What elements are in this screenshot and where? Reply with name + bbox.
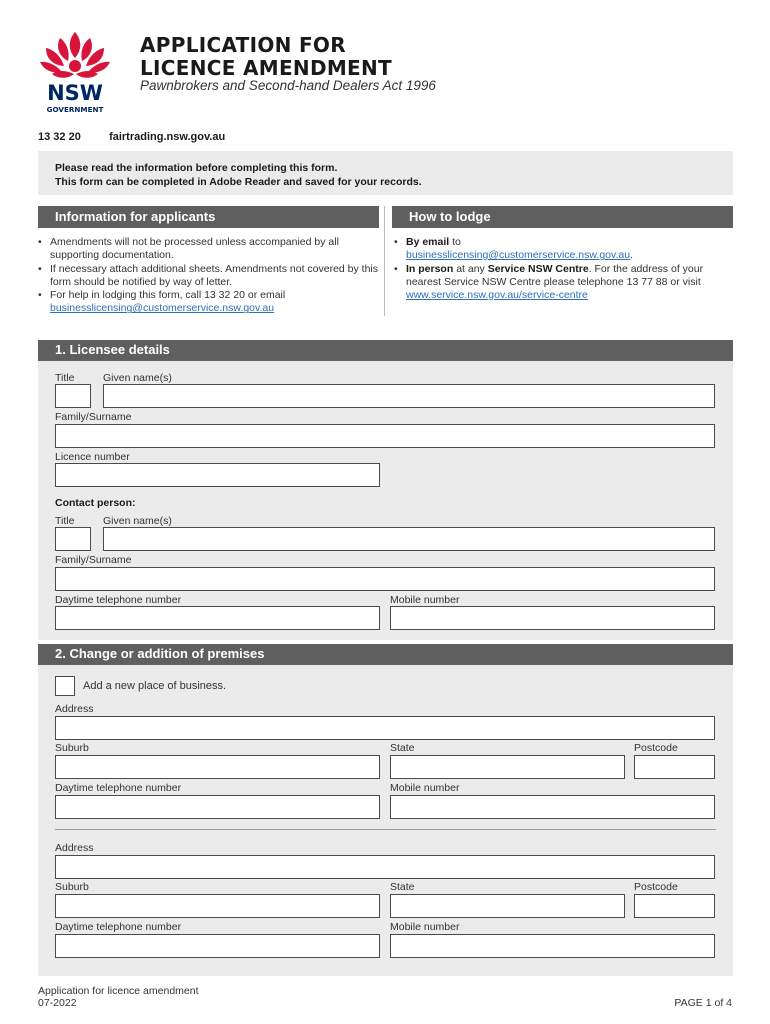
premises1-postcode-input[interactable] xyxy=(634,755,715,779)
licensee-title-input[interactable] xyxy=(55,384,91,408)
phone-number: 13 32 20 xyxy=(38,131,81,143)
title-label: Title xyxy=(55,372,75,384)
contact-line xyxy=(38,131,225,143)
logo-subtext: GOVERNMENT xyxy=(46,105,104,114)
person-text1: at any xyxy=(456,262,485,275)
contact-mobile-input[interactable] xyxy=(390,606,715,630)
help-email-link[interactable]: businesslicensing@customerservice.nsw.gov.au xyxy=(50,302,275,315)
premises2-address-input[interactable] xyxy=(55,855,715,879)
premises2-suburb-input[interactable] xyxy=(55,894,380,918)
premises1-address-input[interactable] xyxy=(55,716,715,740)
website-link[interactable]: fairtrading.nsw.gov.au xyxy=(109,131,226,143)
by-email-label: By email xyxy=(406,236,450,248)
lodge-email-link[interactable]: businesslicensing@customerservice.nsw.gov.au xyxy=(406,249,631,262)
service-centre-link[interactable]: www.service.nsw.gov.au/service-centre xyxy=(406,289,588,302)
contact-person-heading: Contact person: xyxy=(55,497,136,509)
contact-family-name-input[interactable] xyxy=(55,567,715,591)
premises2-mobile-input[interactable] xyxy=(390,934,715,958)
info-applicants-heading: Information for applicants xyxy=(38,206,379,228)
family-name-label: Family/Surname xyxy=(55,411,132,423)
contact-daytime-phone-input[interactable] xyxy=(55,606,380,630)
premises2-state-input[interactable] xyxy=(390,894,625,918)
daytime-phone-label: Daytime telephone number xyxy=(55,921,182,933)
service-nsw-label: Service NSW Centre xyxy=(487,262,589,275)
mobile-label: Mobile number xyxy=(390,782,460,794)
state-label: State xyxy=(390,881,415,893)
mobile-label: Mobile number xyxy=(390,594,460,606)
lodge-info-list xyxy=(392,236,732,302)
daytime-phone-label: Daytime telephone number xyxy=(55,594,182,606)
given-names-label: Given name(s) xyxy=(103,372,172,384)
state-label: State xyxy=(390,742,415,754)
notice-box xyxy=(38,151,733,195)
premises2-postcode-input[interactable] xyxy=(634,894,715,918)
contact-title-label: Title xyxy=(55,515,75,527)
suburb-label: Suburb xyxy=(55,742,89,754)
in-person-label: In person xyxy=(406,262,454,275)
licensee-given-names-input[interactable] xyxy=(103,384,715,408)
section1-heading: 1. Licensee details xyxy=(38,340,733,361)
contact-title-input[interactable] xyxy=(55,527,91,551)
contact-given-names-input[interactable] xyxy=(103,527,715,551)
licence-number-label: Licence number xyxy=(55,451,130,463)
suburb-label: Suburb xyxy=(55,881,89,893)
footer-form-name: Application for licence amendment xyxy=(38,985,199,997)
premises2-daytime-phone-input[interactable] xyxy=(55,934,380,958)
person-text2: . For the address of your nearest Service NSW Centre please telephone 13 77 88 or visit xyxy=(406,262,704,288)
address-label: Address xyxy=(55,703,94,715)
help-text: For help in lodging this form, call 13 32 20 or email xyxy=(50,289,286,302)
page-subtitle: Pawnbrokers and Second-hand Dealers Act 1996 xyxy=(140,78,436,93)
logo-text: NSW xyxy=(47,81,103,105)
how-to-lodge-heading: How to lodge xyxy=(392,206,733,228)
add-new-place-label: Add a new place of business. xyxy=(83,680,227,692)
email-to-text: to xyxy=(452,236,461,248)
premises1-state-input[interactable] xyxy=(390,755,625,779)
applicant-info-list xyxy=(36,236,381,316)
daytime-phone-label: Daytime telephone number xyxy=(55,782,182,794)
mobile-label: Mobile number xyxy=(390,921,460,933)
email-end: . xyxy=(630,249,633,262)
page-number: PAGE 1 of 4 xyxy=(674,997,732,1009)
notice-line1: Please read the information before completing this form. xyxy=(55,162,338,174)
postcode-label: Postcode xyxy=(634,881,678,893)
address-label: Address xyxy=(55,842,94,854)
list-item: • Amendments will not be processed unless accompanied by all supporting documentation. xyxy=(36,236,381,263)
footer-form-info xyxy=(38,985,199,1009)
title-line1: APPLICATION FOR xyxy=(140,33,346,57)
licence-number-input[interactable] xyxy=(55,463,380,487)
nsw-government-logo xyxy=(30,30,120,120)
waratah-icon xyxy=(40,32,110,78)
premises1-daytime-phone-input[interactable] xyxy=(55,795,380,819)
add-new-place-checkbox[interactable] xyxy=(55,676,75,696)
notice-line2: This form can be completed in Adobe Reader and saved for your records. xyxy=(55,176,422,188)
premises-divider xyxy=(55,829,716,830)
list-item xyxy=(36,289,381,316)
column-divider xyxy=(384,206,385,316)
postcode-label: Postcode xyxy=(634,742,678,754)
contact-family-name-label: Family/Surname xyxy=(55,554,132,566)
premises1-mobile-input[interactable] xyxy=(390,795,715,819)
licensee-family-name-input[interactable] xyxy=(55,424,715,448)
list-item xyxy=(392,263,732,303)
page-title xyxy=(140,34,392,80)
list-item xyxy=(392,236,732,263)
title-line2: LICENCE AMENDMENT xyxy=(140,56,392,80)
footer-date: 07-2022 xyxy=(38,997,77,1009)
section2-heading: 2. Change or addition of premises xyxy=(38,644,733,665)
contact-given-names-label: Given name(s) xyxy=(103,515,172,527)
premises1-suburb-input[interactable] xyxy=(55,755,380,779)
list-item: • If necessary attach additional sheets. Amendments not covered by this form should be notified by way of letter. xyxy=(36,263,381,290)
